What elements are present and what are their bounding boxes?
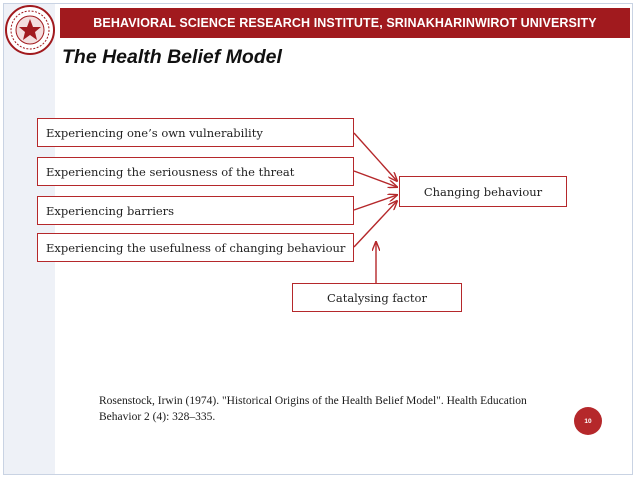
node-vulnerability	[37, 118, 354, 147]
citation-line-1: Rosenstock, Irwin (1974). "Historical Origins of the Health Belief Model". Health Education	[99, 395, 527, 407]
node-usefulness-label: Experiencing the usefulness of changing behaviour	[46, 240, 346, 255]
node-seriousness	[37, 157, 354, 186]
citation	[99, 393, 569, 425]
node-usefulness	[37, 233, 354, 262]
citation-line-2: Behavior 2 (4): 328–335.	[99, 411, 216, 423]
node-barriers	[37, 196, 354, 225]
node-seriousness-label: Experiencing the seriousness of the threat	[46, 164, 295, 179]
page-number-badge: 10	[574, 407, 602, 435]
node-catalysing-factor	[292, 283, 462, 312]
node-vulnerability-label: Experiencing one’s own vulnerability	[46, 125, 263, 140]
institution-name: BEHAVIORAL SCIENCE RESEARCH INSTITUTE, SRINAKHARINWIROT UNIVERSITY	[93, 16, 597, 30]
node-changing-behaviour-label: Changing behaviour	[423, 184, 543, 199]
slide-title: The Health Belief Model	[62, 46, 282, 68]
node-catalysing-factor-label: Catalysing factor	[327, 290, 427, 305]
node-changing-behaviour	[399, 176, 567, 207]
node-barriers-label: Experiencing barriers	[46, 203, 175, 218]
